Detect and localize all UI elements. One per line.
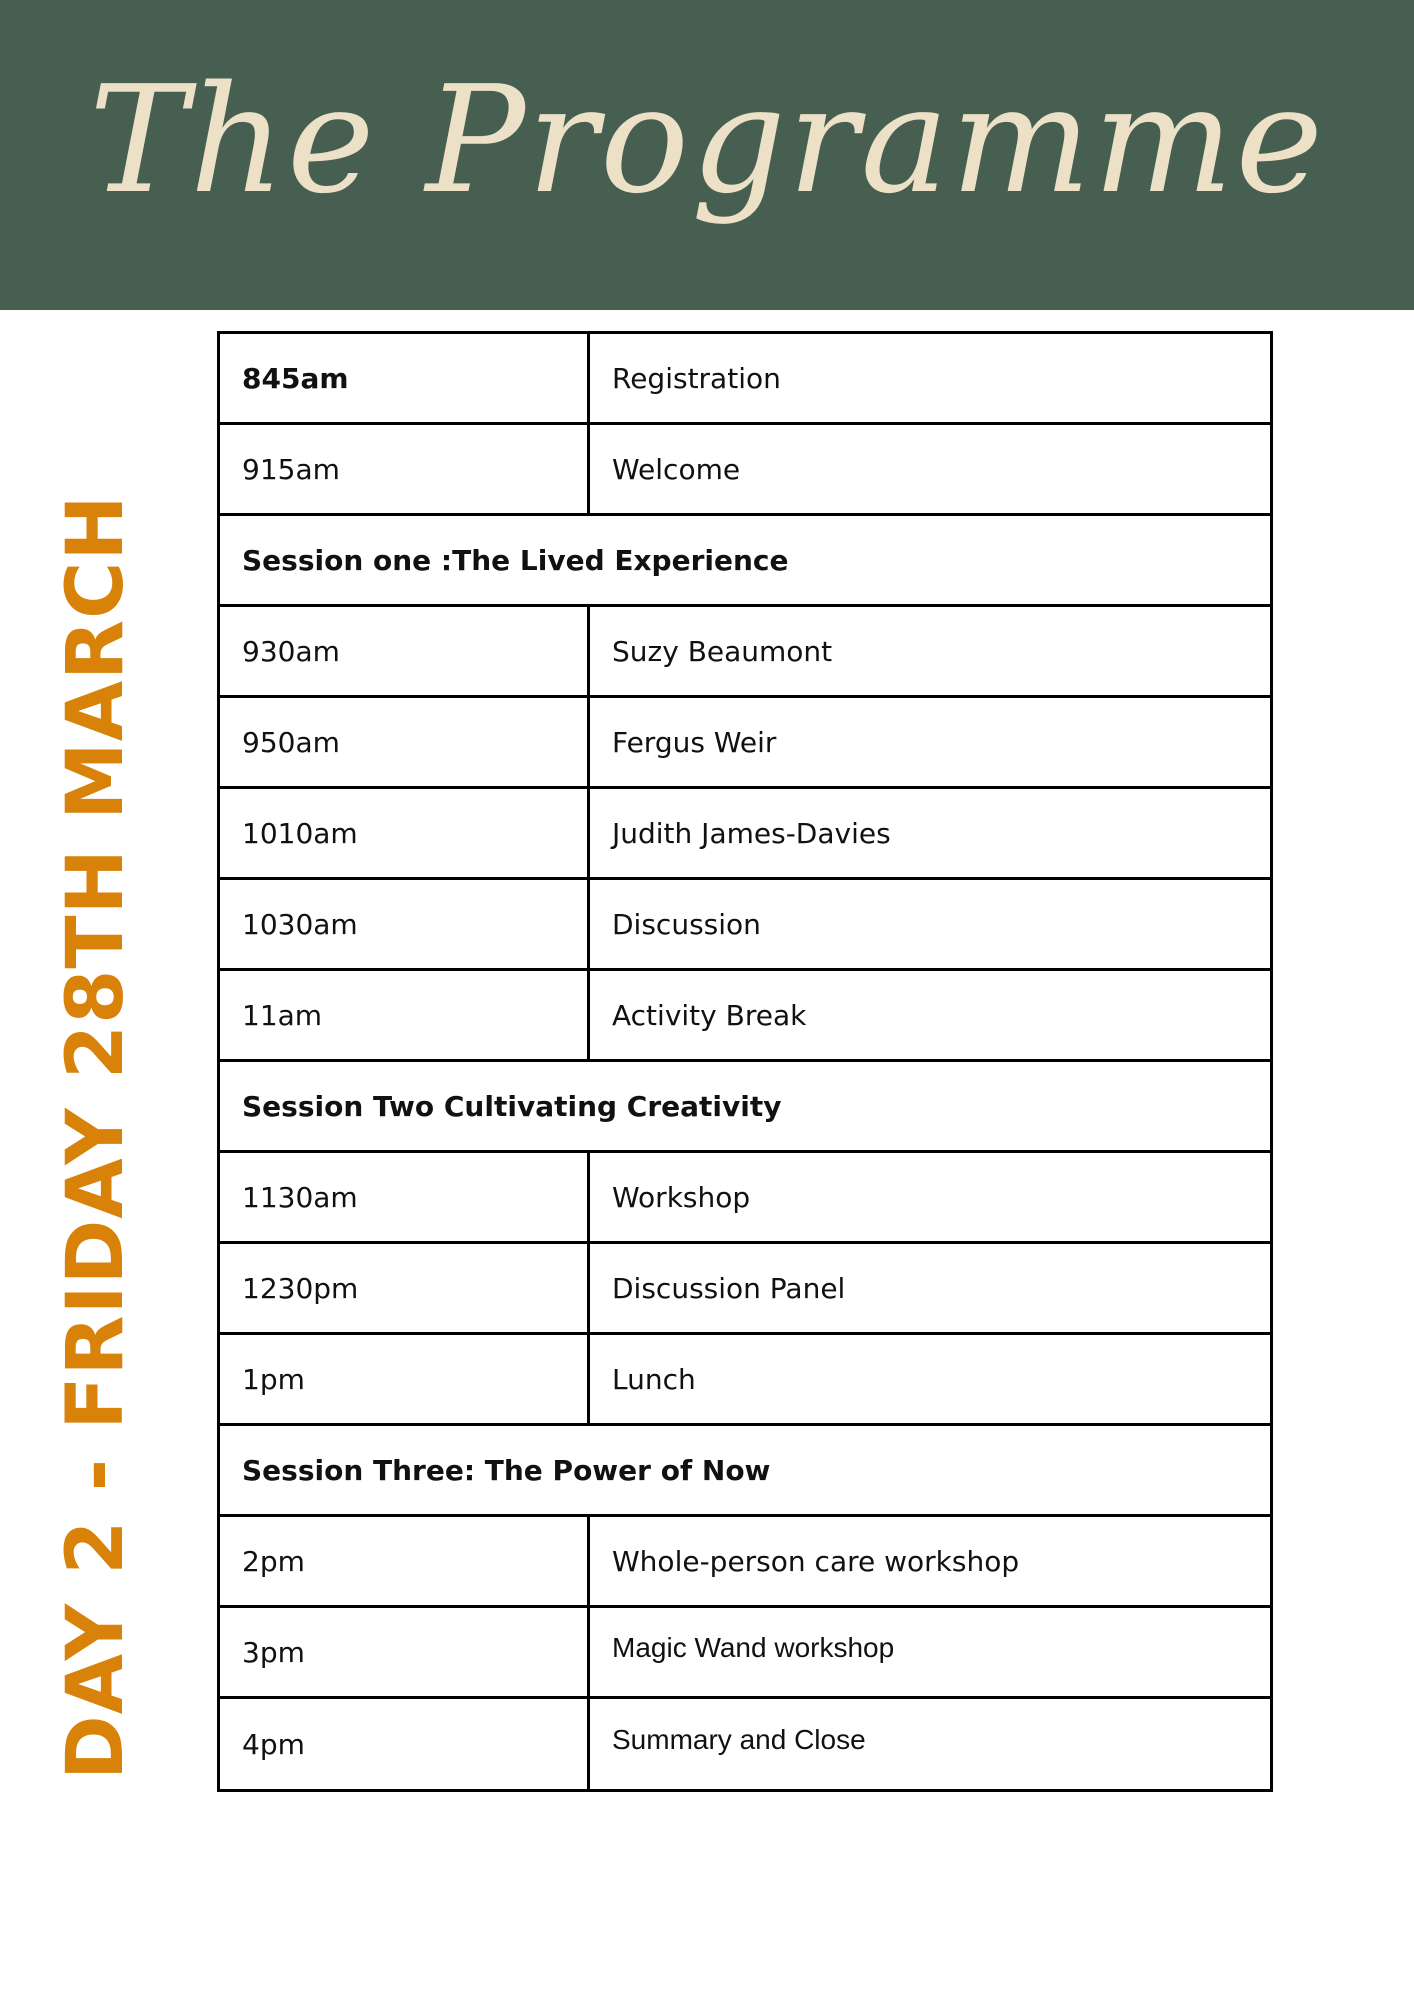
session-row: [220, 1426, 1270, 1517]
item-cell: Registration: [612, 361, 781, 395]
table-row: [220, 1244, 1270, 1335]
item-cell: Discussion: [612, 907, 761, 941]
table-row: [220, 1517, 1270, 1608]
time-cell: 1030am: [220, 880, 590, 968]
time-cell: 3pm: [220, 1608, 590, 1696]
time-cell: 4pm: [220, 1699, 590, 1789]
table-row: [220, 607, 1270, 698]
item-cell: Activity Break: [612, 998, 807, 1032]
time-cell: 11am: [220, 971, 590, 1059]
table-row: [220, 1699, 1270, 1789]
item-cell: Workshop: [612, 1180, 751, 1214]
session-heading: Session Two Cultivating Creativity: [242, 1089, 782, 1123]
time-cell: 1130am: [220, 1153, 590, 1241]
session-heading: Session one :The Lived Experience: [242, 543, 789, 577]
session-row: [220, 516, 1270, 607]
time-cell: 1230pm: [220, 1244, 590, 1332]
item-cell: Judith James-Davies: [612, 816, 891, 850]
table-row: [220, 789, 1270, 880]
table-row: [220, 1608, 1270, 1699]
item-cell: Fergus Weir: [612, 725, 777, 759]
day-date-banner: DAY 2 - FRIDAY 28TH MARCH: [51, 494, 141, 1780]
session-heading: Session Three: The Power of Now: [242, 1453, 771, 1487]
table-row: [220, 698, 1270, 789]
table-row: [220, 1335, 1270, 1426]
table-row: [220, 334, 1270, 425]
item-cell: Magic Wand workshop: [612, 1632, 895, 1663]
time-cell: 1010am: [220, 789, 590, 877]
table-row: [220, 425, 1270, 516]
time-cell: 915am: [220, 425, 590, 513]
item-cell: Discussion Panel: [612, 1271, 846, 1305]
schedule-table: [217, 331, 1273, 1792]
item-cell: Lunch: [612, 1362, 696, 1396]
time-cell: 845am: [220, 334, 590, 422]
item-cell: Suzy Beaumont: [612, 634, 833, 668]
time-cell: 1pm: [220, 1335, 590, 1423]
table-row: [220, 1153, 1270, 1244]
item-cell: Welcome: [612, 452, 741, 486]
item-cell: Summary and Close: [612, 1724, 866, 1755]
item-cell: Whole-person care workshop: [612, 1544, 1020, 1578]
time-cell: 930am: [220, 607, 590, 695]
page-title: The Programme: [88, 54, 1326, 226]
table-row: [220, 971, 1270, 1062]
time-cell: 2pm: [220, 1517, 590, 1605]
session-row: [220, 1062, 1270, 1153]
time-cell: 950am: [220, 698, 590, 786]
table-row: [220, 880, 1270, 971]
